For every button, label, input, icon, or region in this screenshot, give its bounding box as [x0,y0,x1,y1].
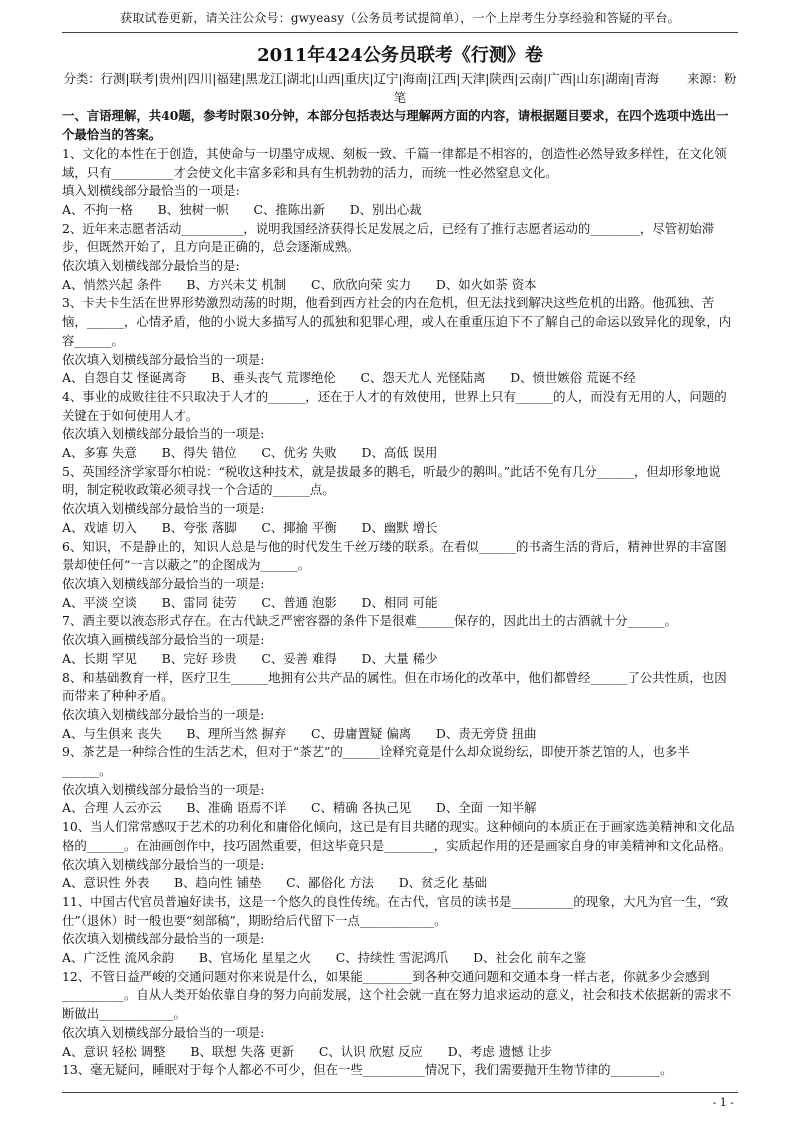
question-prompt: 依次填入划横线部分最恰当的一项是: [62,575,265,591]
question-text: 9、茶艺是一种综合性的生活艺术，但对于“茶艺”的______诠释究竟是什么却众说纷纭，即使开茶艺馆的人，也多半______。 [62,744,690,779]
question-text: 4、事业的成败往往不只取决于人才的______，还在于人才的有效使用，世界上只有______的人，而没有无用的人，问题的关键在于如何使用人才。 [62,388,727,423]
question-prompt: 依次填入划横线部分最恰当的一项是: [62,426,265,442]
header-divider [62,32,738,33]
question-options: A、意识 轻松 调整 B、联想 失落 更新 C、认识 欣慰 反应 D、考虑 遗憾 让步 [62,1043,553,1059]
question-options: A、戏谑 切入 B、夸张 落脚 C、揶揄 平衡 D、幽默 增长 [62,519,438,535]
question-prompt: 依次填入划横线部分最恰当的一项是: [62,351,265,367]
question-text: 2、近年来志愿者活动__________，说明我国经济获得长足发展之后，已经有了推行志愿者运动的________，尽管初始滞步，但既然开始了，且方向是正确的，总会逐渐成熟。 [62,220,715,255]
footer-divider [62,1092,738,1093]
question-options: A、合理 人云亦云 B、准确 语焉不详 C、精确 各执己见 D、全面 一知半解 [62,800,537,816]
question-text: 6、知识，不是静止的，知识人总是与他的时代发生千丝万缕的联系。在看似______的书斋生活的背后，精神世界的丰富图景却使任何“一言以蔽之”的企图成为______。 [62,538,727,573]
question-options: A、与生俱来 丧失 B、理所当然 摒弃 C、毋庸置疑 偏离 D、责无旁贷 扭曲 [62,725,537,741]
question-block [62,743,738,818]
question-options: A、广泛性 流风余韵 B、官场化 星星之火 C、持续性 雪泥鸿爪 D、社会化 前车之鉴 [62,950,587,966]
question-block [62,538,738,613]
question-block [62,818,738,893]
question-text: 3、卡夫卡生活在世界形势激烈动荡的时期，他看到西方社会的内在危机，但无法找到解决这些危机的出路。他孤独、苦恼，______，心情矛盾，他的小说大多描写人的孤独和犯罪心理，或人在重重压迫下不了解自己的命运以致异化的现象，内容______。 [62,295,732,348]
question-prompt: 依次填入划横线部分最恰当的一项是: [62,706,265,722]
question-prompt: 依次填入画横线部分最恰当的一项是: [62,632,265,648]
question-text: 12、不管日益严峻的交通问题对你来说是什么，如果能________到各种交通问题和交通本身一样古老，你就多少会感到__________。自从人类开始依靠自身的努力向前发展，这个社会就一直在努力追求运动的意义，社会和技术依据新的需求不断做出____________。 [62,968,732,1022]
page-title: 2011年424公务员联考《行测》卷 [257,45,543,66]
section-heading: 一、言语理解，共40题，参考时限30分钟，本部分包括表达与理解两方面的内容，请根据题目要求，在四个选项中选出一个最恰当的答案。 [62,108,729,143]
question-block [62,612,738,668]
question-prompt: 依次填入划横线部分最恰当的一项是: [62,781,265,797]
question-options: A、不拘一格 B、独树一帜 C、推陈出新 D、别出心裁 [62,201,422,217]
question-prompt: 依次填入划横线部分最恰当的一项是: [62,856,265,872]
classification-text: 分类：行测|联考|贵州|四川|福建|黑龙江|湖北|山西|重庆|辽宁|海南|江西|天津|陕西|云南|广西|山东|湖南|青海 [63,71,659,86]
question-block [62,220,738,295]
document-body [62,70,738,1080]
question-options: A、平淡 空谈 B、雷同 徒劳 C、普通 泡影 D、相同 可能 [62,594,438,610]
question-options: A、多寡 失意 B、得失 错位 C、优劣 失败 D、高低 误用 [62,445,438,461]
question-text: 1、文化的本性在于创造，其使命与一切墨守成规、刻板一致、千篇一律都是不相容的，创造性必然导致多样性，在文化领域，只有__________才会使文化丰富多彩和具有生机勃勃的活力，而统一性必然窒息文化。 [62,145,727,180]
header-note: 获取试卷更新，请关注公众号：gwyeasy（公务员考试提简单），一个上岸考生分享经验和答疑的平台。 [120,11,680,25]
question-block [62,145,738,220]
question-text: 10、当人们常常感叹于艺术的功利化和庸俗化倾向，这已是有目共睹的现实。这种倾向的本质正在于画家选美精神和文化品格的______。在油画创作中，技巧固然重要，但这毕竟只是________，实质起作用的还是画家自身的审美精神和文化品格。 [62,819,735,853]
question-block [62,968,738,1062]
question-text: 11、中国古代官员普遍好读书，这是一个悠久的良性传统。在古代，官员的读书是__________的现象，大凡为官一生，“致仕”（退休）时一般也要“刻部稿”，期盼给后代留下一点____________。 [62,893,729,928]
question-block [62,893,738,968]
question-options: A、自怨自艾 怪诞离奇 B、垂头丧气 荒谬绝伦 C、怨天尤人 光怪陆离 D、愤世嫉俗 荒诞不经 [62,370,636,386]
question-text: 13、毫无疑问，睡眠对于每个人都必不可少，但在一些__________情况下，我们需要抛开生物节律的________。 [62,1062,673,1078]
question-prompt: 依次填入划横线部分最恰当的一项是: [62,1024,265,1040]
question-block [62,294,738,388]
question-prompt: 依次填入划横线部分最恰当的一项是: [62,931,265,947]
question-list [62,145,738,1080]
meta-line [62,70,738,107]
question-options: A、意识性 外表 B、趋向性 铺垫 C、鄙俗化 方法 D、贫乏化 基础 [62,875,487,891]
question-prompt: 填入划横线部分最恰当的一项是: [62,183,240,199]
question-options: A、长期 罕见 B、完好 珍贵 C、妥善 难得 D、大量 稀少 [62,650,438,666]
question-block [62,1061,738,1080]
question-block [62,669,738,744]
source-text: 来源：粉笔 [393,71,737,105]
question-prompt: 依次填入划横线部分最恰当的一项是: [62,501,265,517]
question-block [62,463,738,538]
question-block [62,388,738,463]
page-number: - 1 - [712,1096,734,1109]
question-text: 5、英国经济学家哥尔柏说：“税收这种技术，就是拔最多的鹅毛，听最少的鹅叫。”此话不免有几分______，但却形象地说明，制定税收政策必须寻找一个合适的______点。 [62,463,721,498]
question-text: 7、酒主要以液态形式存在。在古代缺乏严密容器的条件下是很难______保存的，因此出土的古酒就十分______。 [62,613,678,629]
question-text: 8、和基础教育一样，医疗卫生______地拥有公共产品的属性。但在市场化的改革中，他们都曾经______了公共性质，也因而带来了种种矛盾。 [62,669,727,704]
question-options: A、悄然兴起 条件 B、方兴未艾 机制 C、欣欣向荣 实力 D、如火如荼 资本 [62,276,537,292]
question-prompt: 依次填入划横线部分最恰当的是: [62,258,240,274]
